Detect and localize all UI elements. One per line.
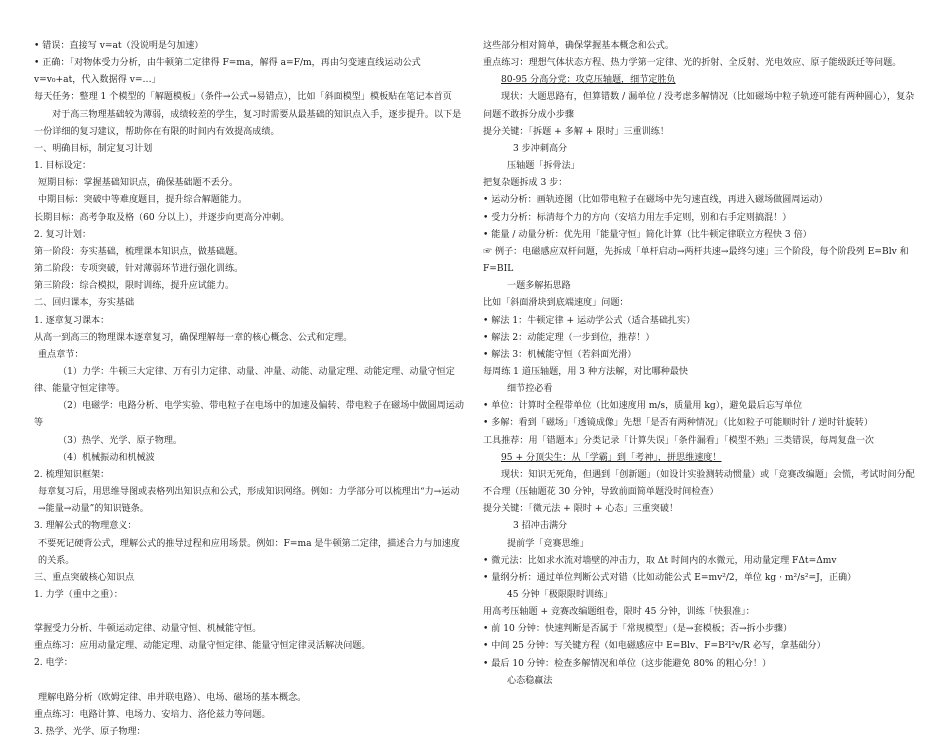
text-line: 不要死记硬背公式，理解公式的推导过程和应用场景。例如：F=ma 是牛顿第二定律，描述合力与加速度的关系。 (38, 538, 460, 566)
bullet-item: • 能量 / 动量分析：优先用「能量守恒」简化计算（比牛顿定律联立方程快 3 倍） (483, 229, 812, 240)
subheading: 3 步冲刺高分 (513, 143, 568, 154)
text-line: 重点章节： (38, 349, 84, 360)
text-line: （3）热学、光学、原子物理。 (58, 435, 183, 446)
subheading: 提前学「竞赛思维」 (507, 538, 589, 549)
text-line: （1）力学：牛顿三大定律、万有引力定律、动量、冲量、动能、动量定理、动能定理、动量守恒定律、能量守恒定律等。 (34, 366, 455, 395)
text-line: 中期目标：突破中等难度题目，提升综合解题能力。 (38, 195, 248, 206)
text-line: 每天任务：整理 1 个模型的「解题模板」（条件→公式→易错点），比如「斜面模型」模板贴在笔记本首页 (34, 92, 452, 103)
subsection-heading: 3. 理解公式的物理意义： (34, 521, 137, 532)
subsection-heading: 2. 复习计划： (34, 229, 92, 240)
bullet-item: • 微元法：比如求水流对墙壁的冲击力，取 Δt 时间内的水微元，用动量定理 FΔt=Δmv (483, 555, 837, 566)
section-heading: 三、重点突破核心知识点 (34, 572, 135, 583)
text-line: 这些部分相对简单，确保掌握基本概念和公式。 (483, 41, 674, 51)
text-line: 长期目标：高考争取及格（60 分以上），并逐步向更高分冲刺。 (34, 212, 290, 223)
bullet-item: • 解法 1：牛顿定律 + 运动学公式（适合基础扎实） (483, 315, 696, 326)
text-line: 掌握受力分析、牛顿运动定律、动量守恒、机械能守恒。 (34, 624, 262, 635)
subsection-heading: 2. 梳理知识框架： (34, 469, 110, 480)
bullet-item: • 解法 3：机械能守恒（若斜面光滑） (483, 349, 637, 360)
bullet-item: • 单位：计算时全程带单位（比如速度用 m/s，质量用 kg），避免最后忘写单位 (483, 401, 803, 412)
text-line: 第三阶段：综合模拟，限时训练，提升应试能力。 (34, 281, 235, 292)
bullet-item: • 量纲分析：通过单位判断公式对错（比如动能公式 E=mv²/2，单位 kg · m²/s²=J，正确） (483, 572, 857, 583)
text-line: 提分关键：「微元法 + 限时 + 心态」三重突破！ (483, 504, 679, 515)
section-heading: 95 + 分顶尖生：从「学霸」到「考神」，拼思维速度！ (501, 452, 722, 463)
subheading: 45 分钟「极限限时训练」 (507, 590, 613, 600)
text-line: 从高一到高三的物理课本逐章复习，确保理解每一章的核心概念、公式和定理。 (34, 332, 353, 343)
bullet-item: • 中间 25 分钟：写关键方程（如电磁感应中 E=Blv、F=B²l²v/R 必写，拿基础分） (483, 641, 826, 652)
text-line: 重点练习：电路计算、电场力、安培力、洛伦兹力等问题。 (34, 709, 271, 720)
bullet-item: • 前 10 分钟：快速判断是否属于「常规模型」（是→套模板；否→拆小步骤） (483, 624, 793, 635)
subsection-heading: 1. 力学（重中之重）： (34, 590, 123, 600)
bullet-item: • 多解：看到「磁场」「透镜成像」先想「是否有两种情况」（比如粒子可能顺时针 / 逆时针旋转） (483, 418, 873, 429)
text-line: 现状：大题思路有，但算错数 / 漏单位 / 没考虑多解情况（比如磁场中粒子轨迹可能有两种圆心），复杂问题不敢拆分成小步骤 (483, 92, 915, 120)
blank-line (34, 673, 466, 690)
text-line: 每周练 1 道压轴题，用 3 种方法解，对比哪种最快 (483, 366, 689, 377)
bullet-item: • 解法 2：动能定理（一步到位，推荐！） (483, 332, 655, 343)
text-line: （4）机械振动和机械波 (58, 452, 155, 463)
text-line: 比如「斜面滑块到底端速度」问题： (483, 298, 629, 309)
bullet-item: • 最后 10 分钟：检查多解情况和单位（这步能避免 80% 的粗心分！） (483, 658, 772, 669)
bullet-item: • 运动分析：画轨迹图（比如带电粒子在磁场中先匀速直线，再进入磁场做圆周运动） (483, 195, 828, 206)
section-heading: 一、明确目标，制定复习计划 (34, 143, 153, 154)
text-line: 重点练习：理想气体状态方程、热力学第一定律、光的折射、全反射、光电效应、原子能级跃迁等问题。 (483, 58, 902, 69)
subheading: 3 招冲击满分 (513, 521, 568, 532)
text-line: • 正确：「对物体受力分析，由牛顿第二定律得 F=ma，解得 a=F/m，再由匀变速直线运动公式 v=v₀+at，代入数据得 v=…」 (34, 58, 421, 86)
subheading: 压轴题「拆骨法」 (507, 161, 580, 172)
subsection-heading: 1. 目标设定： (34, 161, 92, 172)
subsection-heading: 1. 逐章复习课本： (34, 315, 110, 326)
bullet-item: • 受力分析：标清每个力的方向（安培力用左手定则，别和右手定则搞混！） (483, 212, 792, 223)
text-line: 提分关键：「拆题 + 多解 + 限时」三重训练！ (483, 126, 669, 137)
example-item: ☞ 例子：电磁感应双杆问题，先拆成「单杆启动→两杆共速→最终匀速」三个阶段，每个阶段列 E=Blv 和 F=BIL (483, 246, 909, 275)
text-line: • 错误：直接写 v=at（没说明是匀加速） (34, 41, 204, 51)
text-line: 每章复习后，用思维导图或表格列出知识点和公式，形成知识网络。例如：力学部分可以梳理出“力→运动→能量→动量”的知识链条。 (38, 487, 460, 515)
text-line: 用高考压轴题 + 竞赛改编题组卷，限时 45 分钟，训练「快狠准」： (483, 607, 755, 618)
subsection-heading: 3. 热学、光学、原子物理： (34, 726, 146, 737)
text-line: 第一阶段：夯实基础，梳理课本知识点，做基础题。 (34, 246, 244, 257)
subsection-heading: 2. 电学： (34, 658, 73, 669)
text-line: 现状：知识无死角，但遇到「创新题」（如设计实验测转动惯量）或「竞赛改编题」会慌，考试时间分配不合理（压轴题花 30 分钟，导致前面简单题没时间检查） (483, 469, 915, 498)
left-column (34, 38, 466, 741)
text-line: 短期目标：掌握基础知识点，确保基础题不丢分。 (38, 178, 239, 189)
subheading: 一题多解拓思路 (507, 281, 571, 292)
right-column (483, 38, 919, 690)
text-line: 把复杂题拆成 3 步： (483, 178, 568, 189)
text-line: 第二阶段：专项突破，针对薄弱环节进行强化训练。 (34, 264, 244, 275)
text-line: 工具推荐：用「错题本」分类记录「计算失误」「条件漏看」「模型不熟」三类错误，每周复盘一次 (483, 435, 875, 446)
text-line: （2）电磁学：电路分析、电学实验、带电粒子在电场中的加速及偏转、带电粒子在磁场中做圆周运动等 (34, 401, 464, 429)
text-line: 理解电路分析（欧姆定律、串并联电路）、电场、磁场的基本概念。 (38, 692, 307, 703)
subheading: 细节控必看 (507, 384, 553, 395)
blank-line (34, 604, 466, 621)
intro-paragraph: 对于高三物理基础较为薄弱，成绩较差的学生，复习时需要从最基础的知识点入手，逐步提升。以下是一份详细的复习建议，帮助你在有限的时间内有效提高成绩。 (34, 109, 462, 137)
section-heading: 二、回归课本，夯实基础 (34, 298, 135, 309)
subheading: 心态稳赢法 (507, 675, 553, 686)
text-line: 重点练习：应用动量定理、动能定理、动量守恒定律、能量守恒定律灵活解决问题。 (34, 641, 371, 652)
section-heading: 80-95 分高分党：攻克压轴题，细节定胜负 (501, 75, 676, 86)
